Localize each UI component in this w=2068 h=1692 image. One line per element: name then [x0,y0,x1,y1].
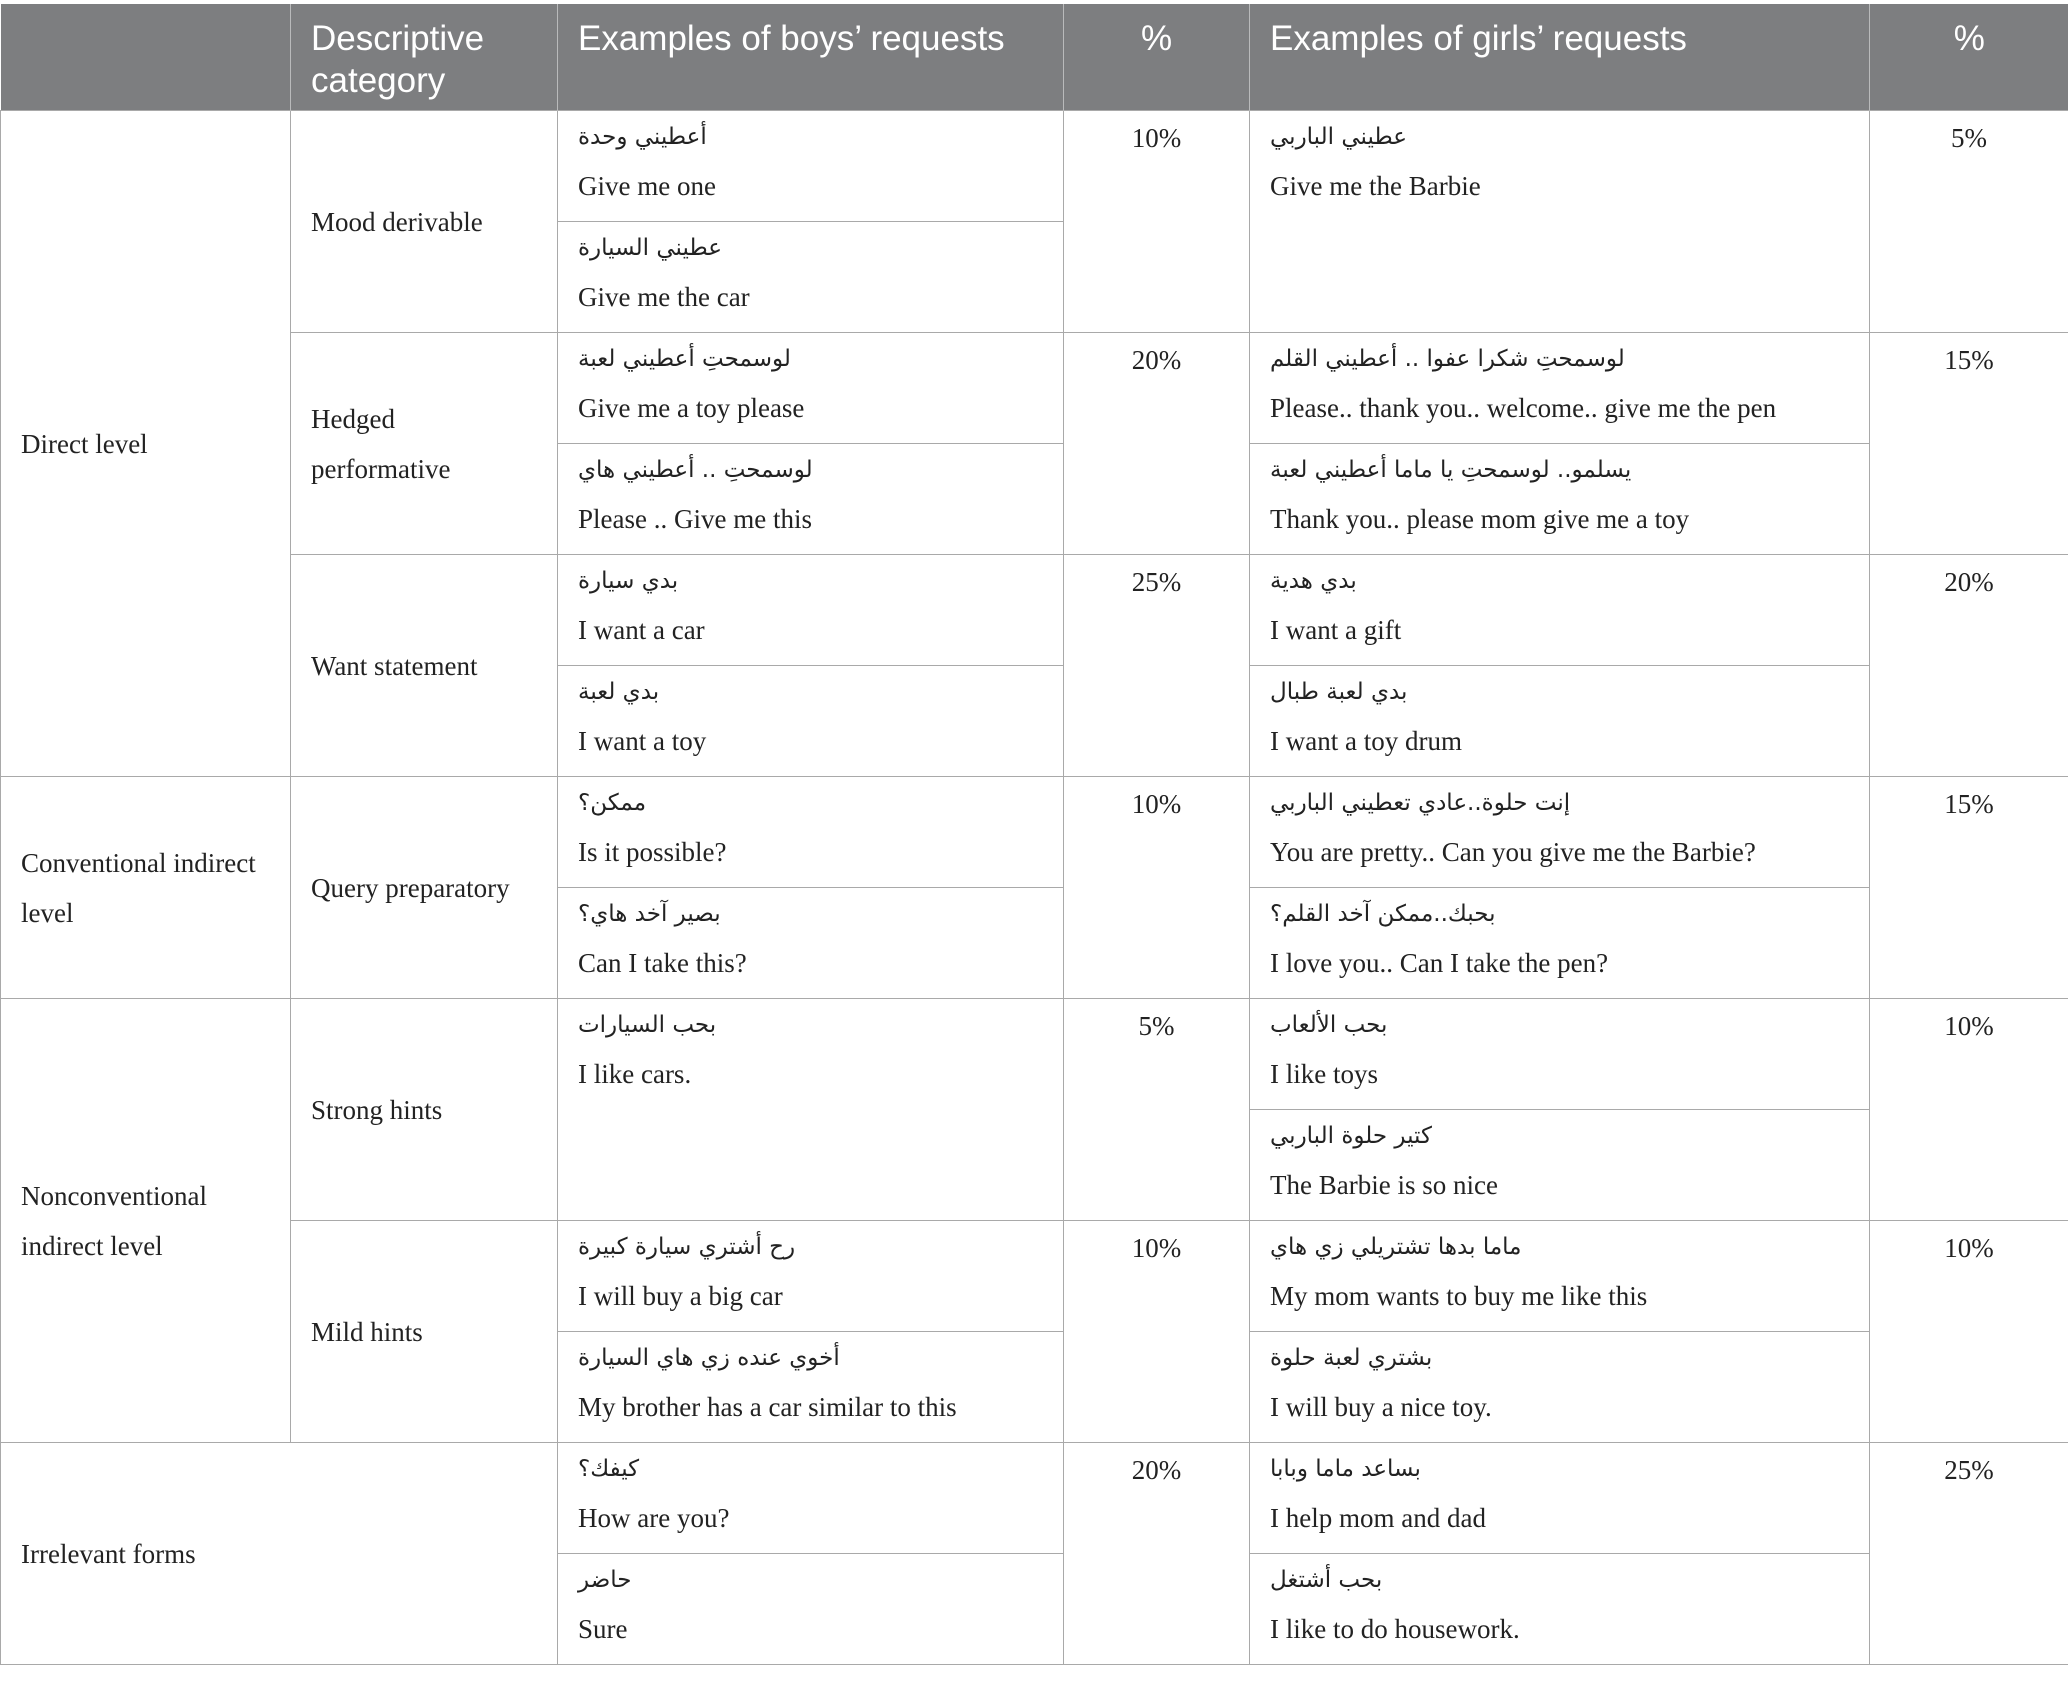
boys-example-cell [558,1221,1064,1332]
arabic-text: بدي لعبة [578,679,660,705]
arabic-text: لوسمحتِ أعطيني لعبة [578,346,791,372]
english-text: Sure [578,1614,628,1644]
arabic-text: بحب السيارات [578,1012,717,1038]
level-cell: Nonconventional indirect level [1,999,291,1443]
boys-example-cell [558,555,1064,666]
girls-example-cell [1250,1443,1870,1554]
boys-percent-cell: 20% [1064,1443,1250,1665]
english-text: Is it possible? [578,837,727,867]
boys-example-cell [558,999,1064,1221]
arabic-text: ماما بدها تشتريلي زي هاي [1270,1234,1522,1260]
category-cell: Strong hints [291,999,558,1221]
girls-percent-cell: 25% [1870,1443,2068,1665]
arabic-text: لوسمحتِ شكرا عفوا .. أعطيني القلم [1270,346,1625,372]
english-text: I help mom and dad [1270,1503,1486,1533]
arabic-text: يسلمو.. لوسمحتِ يا ماما أعطيني لعبة [1270,457,1632,483]
girls-percent-cell: 15% [1870,333,2068,555]
boys-percent-cell: 10% [1064,777,1250,999]
header-boys-percent: % [1064,4,1250,111]
boys-example-cell [558,1554,1064,1665]
table-row [1,555,2068,666]
table-row [1,111,2068,222]
header-descriptive-category: Descriptive category [291,4,558,111]
girls-percent-cell: 20% [1870,555,2068,777]
arabic-text: بساعد ماما وبابا [1270,1456,1421,1482]
arabic-text: بحب الألعاب [1270,1012,1388,1038]
boys-percent-cell: 10% [1064,111,1250,333]
english-text: I want a gift [1270,615,1402,645]
english-text: I like to do housework. [1270,1614,1520,1644]
girls-example-cell [1250,777,1870,888]
english-text: Give me the car [578,282,750,312]
table-header [1,4,2068,111]
girls-example-cell [1250,333,1870,444]
english-text: Can I take this? [578,948,747,978]
english-text: I will buy a big car [578,1281,783,1311]
arabic-text: بصير آخد هاي؟ [578,901,721,927]
arabic-text: لوسمحتِ .. أعطيني هاي [578,457,813,483]
english-text: I want a toy drum [1270,726,1462,756]
english-text: I want a toy [578,726,707,756]
boys-example-cell [558,1332,1064,1443]
arabic-text: عطيني السيارة [578,235,722,261]
english-text: Please.. thank you.. welcome.. give me the pen [1270,393,1777,423]
level-cell: Direct level [1,111,291,777]
category-cell: Mood derivable [291,111,558,333]
boys-example-cell [558,777,1064,888]
boys-example-cell [558,333,1064,444]
table-body [1,111,2068,1665]
header-boys-examples: Examples of boys’ requests [558,4,1064,111]
category-cell: Query preparatory [291,777,558,999]
arabic-text: بدي هدية [1270,568,1357,594]
table-row [1,333,2068,444]
english-text: Please .. Give me this [578,504,812,534]
boys-percent-cell: 10% [1064,1221,1250,1443]
girls-example-cell [1250,1554,1870,1665]
arabic-text: عطيني الباربي [1270,124,1407,150]
english-text: Give me the Barbie [1270,171,1481,201]
english-text: My brother has a car similar to this [578,1392,957,1422]
english-text: Thank you.. please mom give me a toy [1270,504,1690,534]
arabic-text: كيفك؟ [578,1456,640,1482]
english-text: The Barbie is so nice [1270,1170,1498,1200]
arabic-text: بحبك..ممكن آخد القلم؟ [1270,901,1496,927]
level-cell: Irrelevant forms [1,1443,558,1665]
english-text: Give me one [578,171,716,201]
category-cell: Want statement [291,555,558,777]
header-level [1,4,291,111]
english-text: How are you? [578,1503,730,1533]
english-text: My mom wants to buy me like this [1270,1281,1648,1311]
arabic-text: حاضر [578,1567,632,1593]
english-text: You are pretty.. Can you give me the Barbie? [1270,837,1756,867]
english-text: I like toys [1270,1059,1378,1089]
header-girls-examples: Examples of girls’ requests [1250,4,1870,111]
arabic-text: إنت حلوة..عادي تعطيني الباربي [1270,790,1571,816]
girls-example-cell [1250,1110,1870,1221]
girls-percent-cell: 10% [1870,1221,2068,1443]
boys-example-cell [558,222,1064,333]
boys-percent-cell: 25% [1064,555,1250,777]
english-text: I love you.. Can I take the pen? [1270,948,1609,978]
english-text: Give me a toy please [578,393,805,423]
boys-example-cell [558,111,1064,222]
arabic-text: بشتري لعبة حلوة [1270,1345,1433,1371]
girls-example-cell [1250,111,1870,333]
arabic-text: أعطيني وحدة [578,124,707,150]
arabic-text: بحب أشتغل [1270,1567,1383,1593]
arabic-text: رح أشتري سيارة كبيرة [578,1234,796,1260]
girls-percent-cell: 10% [1870,999,2068,1221]
girls-example-cell [1250,999,1870,1110]
girls-example-cell [1250,1221,1870,1332]
category-cell: Hedged performative [291,333,558,555]
table-row [1,1443,2068,1554]
category-cell: Mild hints [291,1221,558,1443]
boys-example-cell [558,1443,1064,1554]
boys-percent-cell: 5% [1064,999,1250,1221]
request-strategies-table [0,4,2068,1665]
table-row [1,777,2068,888]
girls-example-cell [1250,444,1870,555]
table-row [1,999,2068,1110]
boys-example-cell [558,666,1064,777]
girls-example-cell [1250,888,1870,999]
header-girls-percent: % [1870,4,2068,111]
level-cell: Conventional indirect level [1,777,291,999]
english-text: I like cars. [578,1059,692,1089]
arabic-text: بدي لعبة طبال [1270,679,1408,705]
english-text: I want a car [578,615,705,645]
girls-example-cell [1250,666,1870,777]
table-row [1,1221,2068,1332]
girls-example-cell [1250,555,1870,666]
arabic-text: ممكن؟ [578,790,647,816]
arabic-text: بدي سيارة [578,568,679,594]
boys-percent-cell: 20% [1064,333,1250,555]
girls-percent-cell: 5% [1870,111,2068,333]
boys-example-cell [558,444,1064,555]
girls-percent-cell: 15% [1870,777,2068,999]
english-text: I will buy a nice toy. [1270,1392,1492,1422]
boys-example-cell [558,888,1064,999]
girls-example-cell [1250,1332,1870,1443]
arabic-text: أخوي عنده زي هاي السيارة [578,1345,840,1371]
arabic-text: كتير حلوة الباربي [1270,1123,1432,1149]
